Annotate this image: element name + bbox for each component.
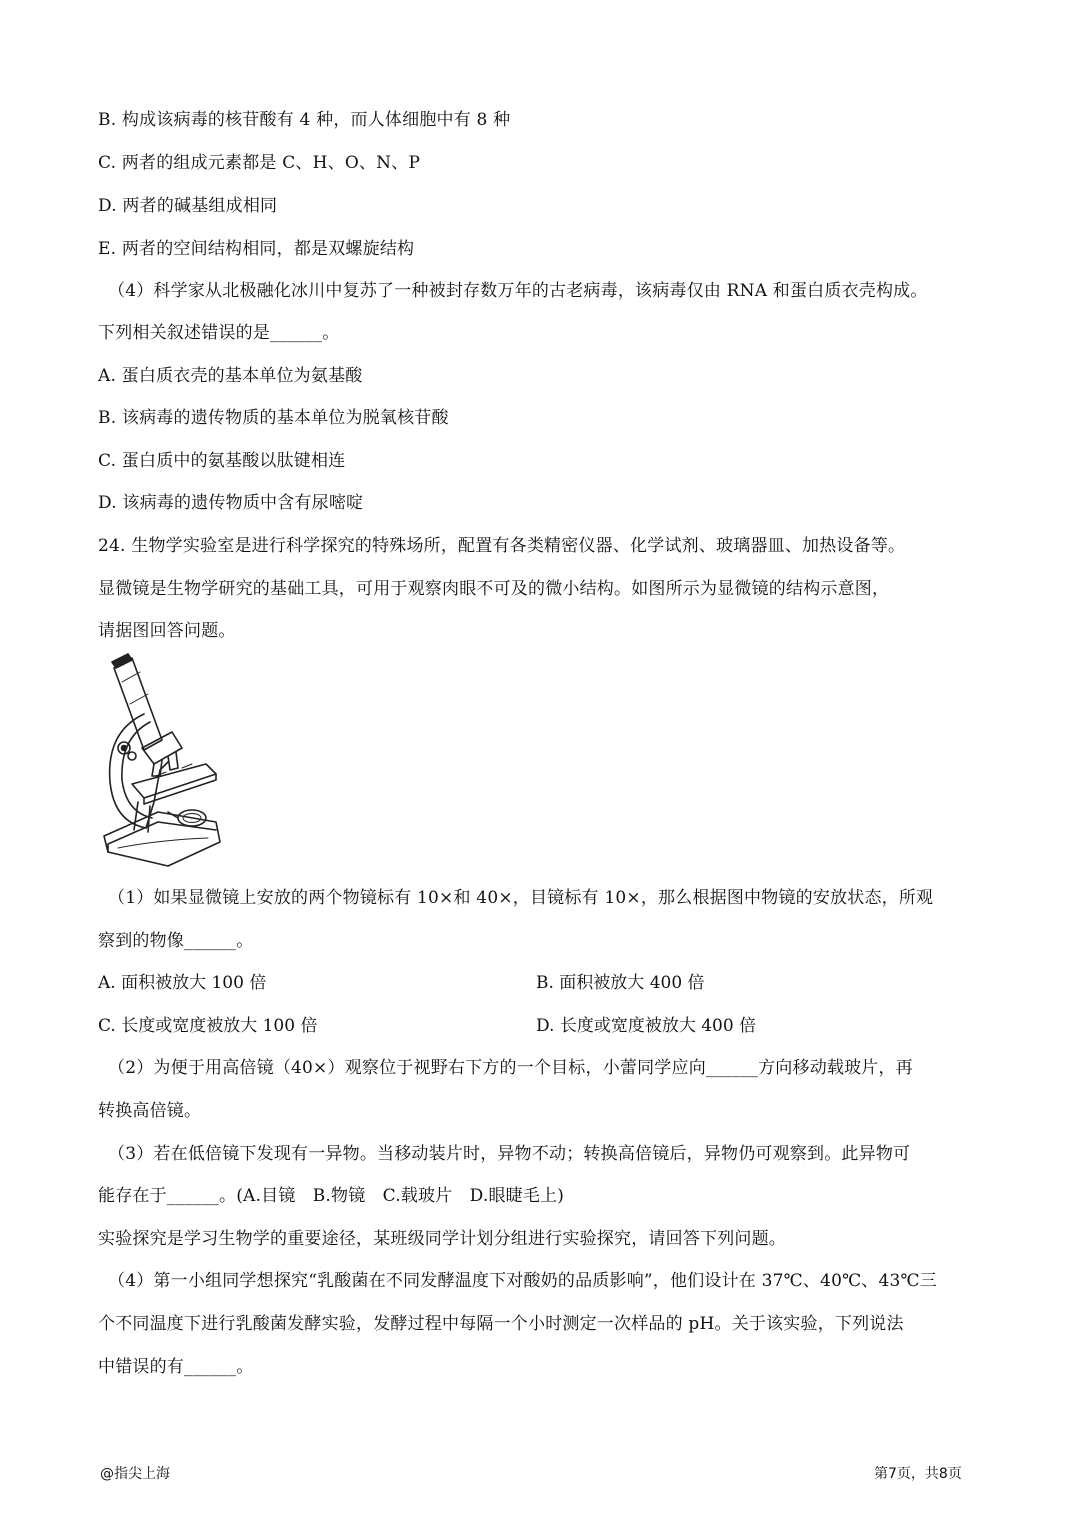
q24-part1-option-c: C. 长度或宽度被放大 100 倍 [98,1016,318,1036]
q24-lead-text: 实验探究是学习生物学的重要途径，某班级同学计划分组进行实验探究，请回答下列问题。 [98,1229,786,1249]
q24-intro-1: 24. 生物学实验室是进行科学探究的特殊场所，配置有各类精密仪器、化学试剂、玻璃器皿、加热设备等。 [98,536,906,556]
q24-intro-2: 显微镜是生物学研究的基础工具，可用于观察肉眼不可及的微小结构。如图所示为显微镜的结构示意图， [98,579,890,599]
q23-part4-option-d: D. 该病毒的遗传物质中含有尿嘧啶 [98,493,364,513]
footer-source: @指尖上海 [100,1466,170,1482]
q24-part4-stem-3: 中错误的有______。 [98,1357,254,1377]
q24-part4-stem-1: （4）第一小组同学想探究“乳酸菌在不同发酵温度下对酸奶的品质影响”，他们设计在 37℃、40℃、43℃三 [108,1271,937,1291]
q24-part1-option-a: A. 面积被放大 100 倍 [98,973,267,993]
q24-part1-stem-1: （1）如果显微镜上安放的两个物镜标有 10×和 40×，目镜标有 10×，那么根据图中物镜的安放状态，所观 [108,888,934,908]
q24-part1-stem-2: 察到的物像______。 [98,931,254,951]
q24-part3-stem-1: （3）若在低倍镜下发现有一异物。当移动装片时，异物不动；转换高倍镜后，异物仍可观察到。此异物可 [108,1144,911,1164]
q23-option-d: D. 两者的碱基组成相同 [98,196,278,216]
q23-option-b: B. 构成该病毒的核苷酸有 4 种，而人体细胞中有 8 种 [98,110,511,130]
q24-part4-stem-2: 个不同温度下进行乳酸菌发酵实验，发酵过程中每隔一个小时测定一次样品的 pH。关于该实验，下列说法 [98,1314,904,1334]
q23-part4-stem-1: （4）科学家从北极融化冰川中复苏了一种被封存数万年的古老病毒，该病毒仅由 RNA 和蛋白质衣壳构成。 [108,281,928,301]
q23-part4-option-c: C. 蛋白质中的氨基酸以肽键相连 [98,451,346,471]
q23-option-e: E. 两者的空间结构相同，都是双螺旋结构 [98,239,415,259]
q24-part1-option-d: D. 长度或宽度被放大 400 倍 [536,1016,757,1036]
q23-option-c: C. 两者的组成元素都是 C、H、O、N、P [98,153,421,173]
q24-part1-option-b: B. 面积被放大 400 倍 [536,973,705,993]
q23-part4-option-a: A. 蛋白质衣壳的基本单位为氨基酸 [98,366,363,386]
q24-part3-stem-2: 能存在于______。(A.目镜 B.物镜 C.载玻片 D.眼睫毛上) [98,1186,565,1206]
footer-page-number: 第7页，共8页 [874,1466,962,1482]
q24-part2-stem-2: 转换高倍镜。 [98,1101,202,1121]
q24-part2-stem-1: （2）为便于用高倍镜（40×）观察位于视野右下方的一个目标，小蕾同学应向______方向移动载玻片，再 [108,1058,913,1078]
q23-part4-option-b: B. 该病毒的遗传物质的基本单位为脱氧核苷酸 [98,408,449,428]
q24-intro-3: 请据图回答问题。 [98,621,236,641]
microscope-illustration [98,652,228,870]
q23-part4-stem-2: 下列相关叙述错误的是______。 [98,323,340,343]
